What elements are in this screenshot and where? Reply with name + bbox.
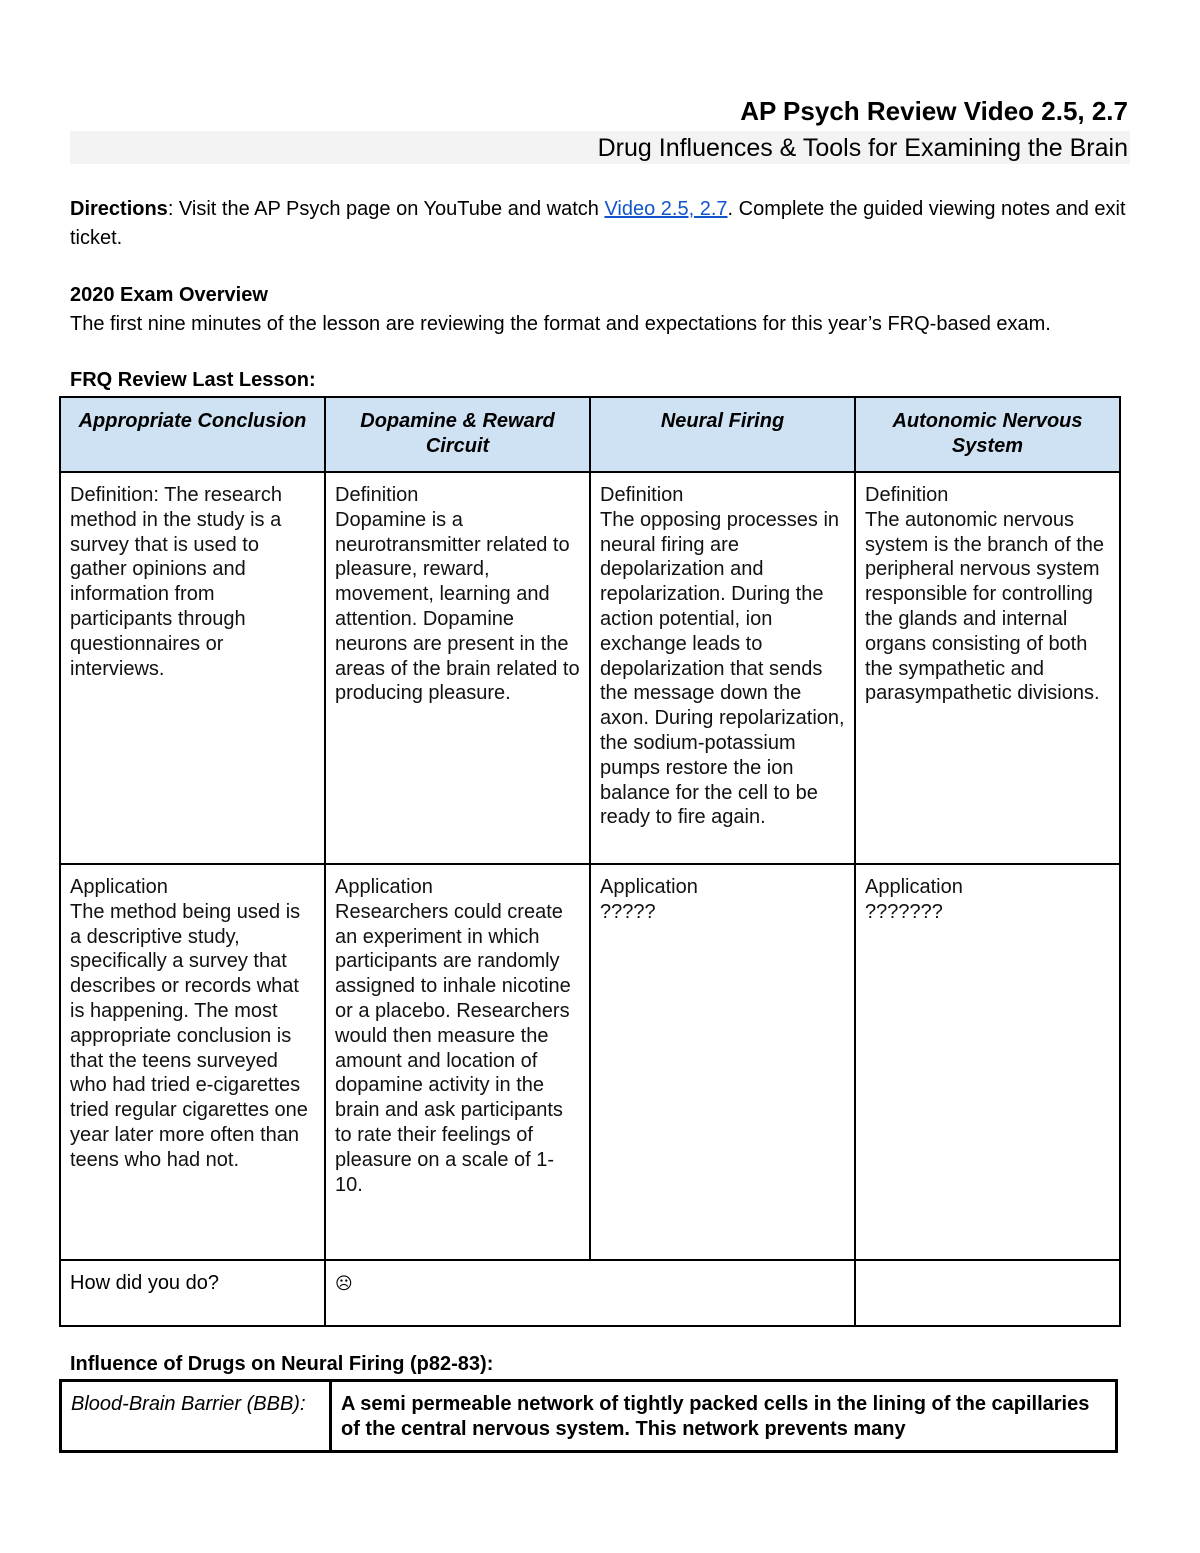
directions-text-before: : Visit the AP Psych page on YouTube and watch	[167, 198, 605, 220]
application-cell-dopamine[interactable]: Application Researchers could create an experiment in which participants are randomly assigned to inhale nicotine or a placebo. Researchers would then measure the amount and location of dopamine activity in the brain and ask participants to rate their feelings of pleasure on a scale of 1-10.	[325, 864, 590, 1260]
application-cell-conclusion[interactable]: Application The method being used is a descriptive study, specifically a survey that describes or records what is happening. The most appropriate conclusion is that the teens surveyed who had tried e-cigarettes tried regular cigarettes one year later more often than teens who had not.	[60, 864, 325, 1260]
directions-label: Directions	[70, 198, 168, 220]
column-header-autonomic: Autonomic Nervous System	[855, 397, 1120, 472]
frq-heading: FRQ Review Last Lesson:	[70, 369, 316, 391]
how-did-you-do-label: How did you do?	[60, 1260, 325, 1326]
bbb-term: Blood-Brain Barrier (BBB):	[61, 1381, 331, 1452]
frq-review-table	[59, 396, 1121, 1327]
definition-cell-autonomic[interactable]: Definition The autonomic nervous system is the branch of the peripheral nervous system responsible for controlling the glands and internal organs consisting of both the sympathetic and parasympathetic divisions.	[855, 472, 1120, 864]
page-subtitle: Drug Influences & Tools for Examining the Brain	[597, 134, 1128, 162]
column-header-dopamine: Dopamine & Reward Circuit	[325, 397, 590, 472]
page-title: AP Psych Review Video 2.5, 2.7	[740, 96, 1128, 126]
overview-heading: 2020 Exam Overview	[70, 284, 268, 306]
self-assessment-cell[interactable]	[325, 1260, 855, 1326]
application-cell-autonomic[interactable]: Application ???????	[855, 864, 1120, 1260]
definition-cell-neural-firing[interactable]: Definition The opposing processes in neural firing are depolarization and repolarization. During the action potential, ion exchange leads to depolarization that sends the message down the axon. During repolarization, the sodium-potassium pumps restore the ion balance for the cell to be ready to fire again.	[590, 472, 855, 864]
application-row	[60, 864, 1120, 1260]
directions-text-after: . Complete the guided viewing notes and exit ticket.	[70, 198, 1126, 249]
application-cell-neural-firing[interactable]: Application ?????	[590, 864, 855, 1260]
bbb-definition[interactable]: A semi permeable network of tightly packed cells in the lining of the capillaries of the central nervous system. This network prevents many	[331, 1381, 1117, 1452]
drugs-heading: Influence of Drugs on Neural Firing (p82-83):	[70, 1353, 494, 1375]
definition-cell-conclusion[interactable]: Definition: The research method in the study is a survey that is used to gather opinions and information from participants through questionnaires or interviews.	[60, 472, 325, 864]
bbb-row	[61, 1381, 1117, 1452]
definition-cell-dopamine[interactable]: Definition Dopamine is a neurotransmitter related to pleasure, reward, movement, learning and attention. Dopamine neurons are present in the areas of the brain related to producing pleasure.	[325, 472, 590, 864]
self-assessment-row	[60, 1260, 1120, 1326]
definition-row	[60, 472, 1120, 864]
video-link[interactable]: Video 2.5, 2.7	[604, 198, 728, 220]
column-header-neural-firing: Neural Firing	[590, 397, 855, 472]
directions-paragraph	[70, 195, 1132, 253]
overview-text: The first nine minutes of the lesson are reviewing the format and expectations for this year’s FRQ-based exam.	[70, 313, 1051, 335]
drug-influence-table	[59, 1379, 1118, 1453]
frown-face-icon: ☹	[335, 1274, 353, 1294]
frq-header-row	[60, 397, 1120, 472]
column-header-appropriate-conclusion: Appropriate Conclusion	[60, 397, 325, 472]
self-assessment-empty-cell[interactable]	[855, 1260, 1120, 1326]
